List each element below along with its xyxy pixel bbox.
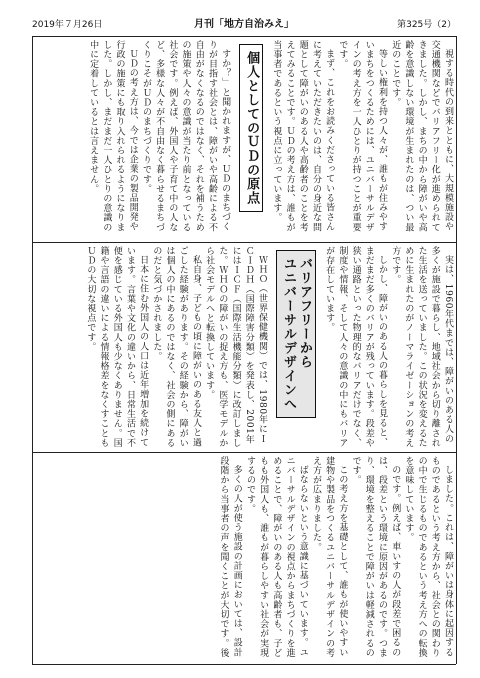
body-text-tier-1 <box>34 40 454 238</box>
top-rule <box>32 36 456 37</box>
paragraph: 等しい権利を持つ人々が、誰もが住みやすいまちをつくるためには、ユニバーサルデザインの考え方を一人ひとりが持つことが重要です。 <box>337 40 387 232</box>
paragraph: しました。これは、障がいは身体に起因するものであるという考え方から、社会との関わりの中で生じるものであるという考え方への転換を意味しています。 <box>403 456 453 658</box>
paragraph: 視する時代の到来とともに、大規模施設や交通機関などでバリアフリー化が進められてきました。しかし、まちの中から障がいや高齢を意識しない環境が生まれたのは、つい最近のことです。 <box>390 40 453 232</box>
paragraph: ＵＤの考え方は、今では企業の製品開発や行政の施策にも取り入れられるようになりました。しかし、まだまだ一人ひとりの意識の中に定着しているとは言えません。 <box>88 40 138 232</box>
page-header <box>32 14 456 36</box>
issue-number: 第325号（2） <box>397 20 456 30</box>
section-divider-2 <box>32 452 456 453</box>
paragraph: 私自身、子どもの頃に障がいのある友人と過ごした経験があります。その経験から、障がいは個人の中にあるのではなく、社会の側にあるのだと気づかされました。 <box>151 246 201 448</box>
publication-title: 月刊「地方自治みえ」 <box>194 19 294 30</box>
text-tier-3 <box>34 456 454 660</box>
paragraph: 日本に住む外国人の人口は近年増加を続けています。言葉や文化の違いから、日常生活で不便を感じている外国人も少なくありません。国籍や言語の違いによる情報格差をなくすこともＵＤの大切な視点です。 <box>85 246 149 448</box>
right-border <box>456 36 457 664</box>
paragraph: のです。例えば、車いすの人が段差で困るのは、段差という環境に原因があるのです。つまり、環境を整えることで障がいは軽減されるのです。 <box>350 456 401 658</box>
left-border <box>32 36 33 664</box>
body-text-tier-3 <box>34 456 454 660</box>
paragraph: まず、これをお読みくださっている皆さんに考えていただきたいのは、自分の身近な問題として障がいのある人や高齢者のことを考えてみることです。ＵＤの考え方は、誰もが当事者であるという視点に立っています。 <box>271 40 335 232</box>
paragraph: 実は、1960年代までは、障がいのある人の多くが施設で暮らし、地域社会から切り離された生活を送っていました。この状況を変えるために生まれたのがノーマライゼーションの考え方です。 <box>390 246 453 448</box>
paragraph: 多くの人が使う施設の計画においては、設計段階から当事者の声を聞くことが大切です。後 <box>218 456 242 658</box>
paragraph: この考え方を基礎として、誰もが使いやすい建物や製品をつくるユニバーサルデザインの考え方が広まりました。 <box>310 456 348 658</box>
section-heading-barrier-free-to-ud <box>276 250 316 418</box>
bottom-rule <box>32 664 456 665</box>
section-heading-ud-origin <box>239 44 263 212</box>
section-heading-line: ユニバーサルデザインへ <box>280 257 296 411</box>
paragraph: ＷＨＯ（世界保健機関）では、1980年にＩＣＩＤＨ（国際障害分類）を発表し、2001年にはＩＣＦ（国際生活機能分類）に改訂しました。ＷＨＯの障がいの捉え方も、医学モデルから社会モデルへと転換しています。 <box>204 246 267 448</box>
paragraph: すか？」と聞かれますが、ＵＤのまちづくりが目指す社会とは、障がいや高齢による不自由がなくなるのではなく、それを補うための施策や人々の意識が当たり前となっている社会です。例えば、外国人や子育て中の人など、多様な人々が不自由なく暮らせるまちづくりこそがＵＤのまちづくりです。 <box>140 40 231 232</box>
issue-date: 2019年７月26日 <box>32 20 103 30</box>
section-heading-line: バリアフリーから <box>296 257 312 369</box>
section-divider-1 <box>32 242 456 243</box>
paragraph: ばならないという意識に基づいています。ユニバーサルデザインの視点からまちづくりを進めることで、障がいのある人も高齢者も、子どもも外国人も、誰もが暮らしやすい社会が実現するのです。 <box>244 456 308 658</box>
body-text-tier-2 <box>34 246 454 448</box>
section-heading-line: 個人としてのＵＤの原点 <box>244 51 260 205</box>
text-tier-2 <box>34 246 454 448</box>
paragraph: しかし、障がいのある人の暮らしを見ると、まだまだ多くのバリアが残っています。段差や狭い通路といった物理的なバリアだけでなく、制度や情報、そして人々の意識の中にもバリアが存在しています。 <box>324 246 387 448</box>
text-tier-1 <box>34 40 454 238</box>
